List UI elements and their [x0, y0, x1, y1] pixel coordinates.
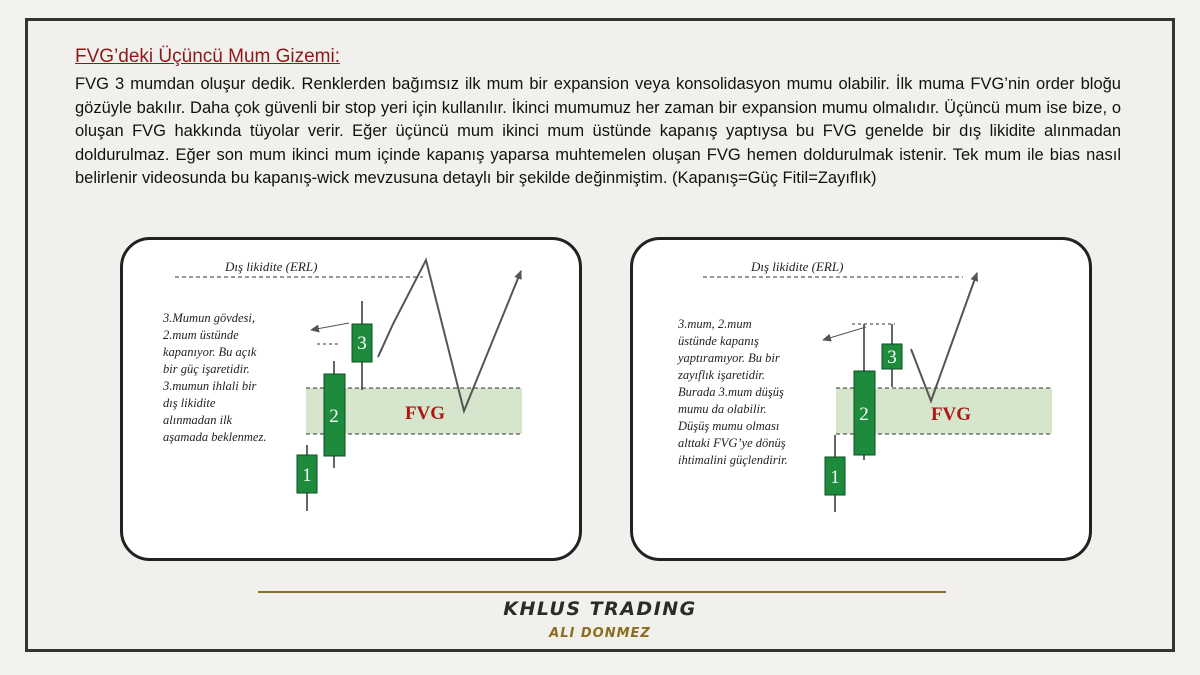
annotation-line: alınmadan ilk — [163, 413, 233, 427]
candle-3-label: 3 — [357, 333, 367, 354]
right-diagram — [633, 240, 1089, 558]
left-diagram-panel — [120, 237, 582, 561]
annotation-line: aşamada beklenmez. — [163, 430, 267, 444]
price-path — [911, 273, 977, 401]
annotation-line: bir güç işaretidir. — [163, 362, 250, 376]
annotation-arrow — [823, 327, 866, 340]
annotation-line: 3.mumun ihlali bir — [163, 379, 257, 393]
annotation-arrow — [311, 323, 349, 330]
annotation-line: Burada 3.mum düşüş — [678, 385, 784, 399]
annotation-line: 3.mum, 2.mum — [678, 317, 752, 331]
candle-2-label: 2 — [329, 406, 339, 427]
brand-author: ALI DONMEZ — [549, 626, 651, 641]
footer-divider — [258, 591, 946, 593]
fvg-label: FVG — [930, 404, 972, 425]
annotation-line: 2.mum üstünde — [163, 328, 239, 342]
brand-name: KHLUS TRADING — [503, 598, 697, 620]
candle-1-label: 1 — [830, 467, 840, 488]
left-diagram — [123, 240, 579, 558]
erl-label: Dış likidite (ERL) — [225, 259, 318, 274]
fvg-label: FVG — [404, 403, 446, 424]
annotation-line: Düşüş mumu olması — [678, 419, 780, 433]
slide-title: FVG’deki Üçüncü Mum Gizemi: — [75, 46, 341, 67]
right-diagram-panel — [630, 237, 1092, 561]
annotation-line: ihtimalini güçlendirir. — [678, 453, 788, 467]
erl-label: Dış likidite (ERL) — [751, 259, 844, 274]
annotation-text — [676, 317, 788, 467]
annotation-line: mumu da olabilir. — [678, 402, 767, 416]
candle-3-label: 3 — [887, 347, 897, 368]
annotation-text — [162, 311, 266, 444]
annotation-line: zayıflık işaretidir. — [678, 368, 766, 382]
annotation-line: alttaki FVG’ye dönüş — [678, 436, 786, 450]
annotation-line: yaptıramıyor. Bu bir — [678, 351, 780, 365]
annotation-line: üstünde kapanış — [678, 334, 759, 348]
candle-1-label: 1 — [302, 465, 312, 486]
annotation-line: 3.Mumun gövdesi, — [163, 311, 255, 325]
body-paragraph: FVG 3 mumdan oluşur dedik. Renklerden bağımsız ilk mum bir expansion veya konsolidasyon mumu olabilir. İlk muma FVG’nin order bloğu gözüyle bakılır. Daha çok güvenli bir stop yeri için kullanılır. İkinci mumumuz her zaman bir expansion mumu olmalıdır. Üçüncü mum ise bize, o oluşan FVG hakkında tüyolar verir. Eğer üçüncü mum ikinci mum üstünde kapanış yaptıysa bu FVG genelde bir dış likidite alınmadan doldurulmaz. Eğer son mum ikinci mum içinde kapanış yaparsa muhtemelen oluşan FVG hemen doldurulmak istenir. Tek mum ile bias nasıl belirlenir videosunda bu kapanış-wick mevzusuna detaylı bir şekilde değinmiştim. (Kapanış=Güç Fitil=Zayıflık) — [75, 75, 1121, 187]
annotation-line: kapanıyor. Bu açık — [163, 345, 257, 359]
annotation-line: dış likidite — [163, 396, 216, 410]
candle-2-label: 2 — [859, 404, 869, 425]
